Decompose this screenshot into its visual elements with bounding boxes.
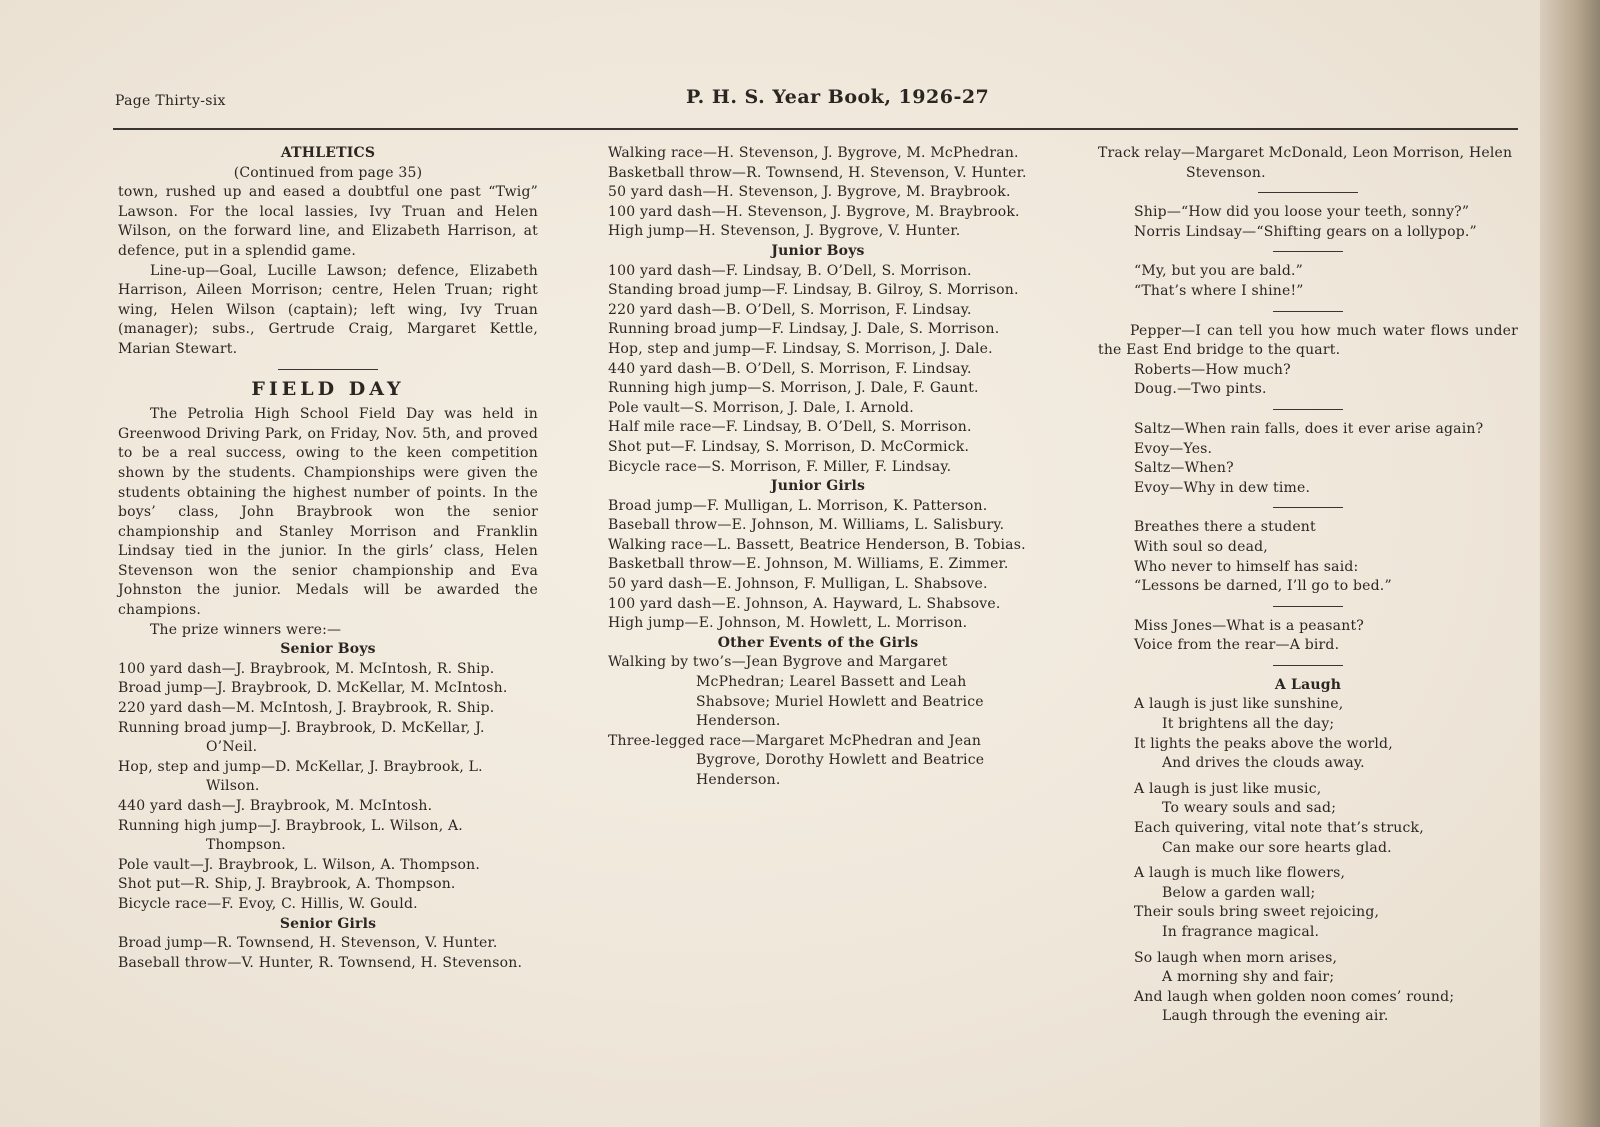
poem-line: Their souls bring sweet rejoicing,	[1134, 904, 1380, 921]
joke-peasant	[1098, 617, 1518, 656]
verse-line: “Lessons be darned, I’ll go to bed.”	[1134, 578, 1392, 595]
result-item: Broad jump—R. Townsend, H. Stevenson, V. Hunter.	[118, 935, 498, 952]
junior-boys-heading: Junior Boys	[771, 242, 865, 259]
poem-line: A morning shy and fair;	[1162, 969, 1335, 986]
joke-line: Norris Lindsay—“Shifting gears on a lollypop.”	[1134, 223, 1477, 240]
result-item: 440 yard dash—J. Braybrook, M. McIntosh.	[118, 798, 433, 814]
joke-line: Evoy—Why in dew time.	[1134, 479, 1311, 496]
joke-dew	[1098, 420, 1518, 498]
poem-line: Below a garden wall;	[1162, 884, 1316, 901]
joke-line: Evoy—Yes.	[1134, 440, 1213, 457]
poem-line: Each quivering, vital note that’s struck,	[1134, 820, 1424, 837]
result-item: Pole vault—J. Braybrook, L. Wilson, A. Thompson.	[118, 856, 480, 873]
poem-line: To weary souls and sad;	[1162, 800, 1337, 817]
result-item: Bicycle race—F. Evoy, C. Hillis, W. Gould.	[118, 895, 418, 912]
senior-boys-heading: Senior Boys	[280, 641, 376, 658]
divider	[1273, 665, 1343, 666]
poem-line: A laugh is just like sunshine,	[1134, 696, 1344, 713]
joke-teeth	[1098, 203, 1518, 242]
result-item: Pole vault—S. Morrison, J. Dale, I. Arnold.	[608, 399, 914, 416]
joke-line: Miss Jones—What is a peasant?	[1134, 617, 1364, 634]
verse-student	[1098, 518, 1518, 596]
junior-girls-heading: Junior Girls	[770, 478, 866, 495]
result-item: Baseball throw—E. Johnson, M. Williams, L. Salisbury.	[608, 517, 1005, 534]
senior-boys-list	[118, 660, 538, 915]
result-item: Shot put—R. Ship, J. Braybrook, A. Thompson.	[118, 876, 456, 893]
result-item: Standing broad jump—F. Lindsay, B. Gilroy, S. Morrison.	[608, 282, 1019, 299]
poem-line: And laugh when golden noon comes’ round;	[1134, 988, 1455, 1005]
verse-line: Who never to himself has said:	[1134, 558, 1359, 575]
poem-line: Can make our sore hearts glad.	[1162, 839, 1392, 856]
track-relay-result: Track relay—Margaret McDonald, Leon Morrison, Helen Stevenson.	[1098, 145, 1513, 181]
other-events-list	[608, 653, 1028, 790]
poem-line: And drives the clouds away.	[1162, 755, 1365, 772]
senior-girls-list	[118, 934, 538, 973]
result-item: Basketball throw—R. Townsend, H. Stevenson, V. Hunter.	[608, 164, 1027, 181]
column-2	[608, 144, 1028, 791]
result-item: 100 yard dash—H. Stevenson, J. Bygrove, M. Braybrook.	[608, 203, 1020, 220]
result-item: Three-legged race—Margaret McPhedran and Jean Bygrove, Dorothy Howlett and Beatrice Henderson.	[608, 732, 985, 788]
prize-intro: The prize winners were:—	[150, 621, 342, 638]
joke-line: Ship—“How did you loose your teeth, sonny?”	[1134, 204, 1470, 221]
poem-stanza	[1098, 780, 1518, 858]
joke-bridge	[1098, 361, 1518, 400]
divider	[1273, 507, 1343, 508]
joke-bald	[1098, 262, 1518, 301]
athletics-heading: ATHLETICS	[280, 145, 376, 161]
result-item: Broad jump—J. Braybrook, D. McKellar, M. McIntosh.	[118, 680, 508, 697]
result-item: High jump—E. Johnson, M. Howlett, L. Morrison.	[608, 615, 968, 632]
result-item: Hop, step and jump—F. Lindsay, S. Morrison, J. Dale.	[608, 340, 993, 357]
result-item: 100 yard dash—J. Braybrook, M. McIntosh, R. Ship.	[118, 660, 495, 677]
result-item: Bicycle race—S. Morrison, F. Miller, F. Lindsay.	[608, 458, 952, 475]
poem-line: A laugh is just like music,	[1134, 780, 1322, 797]
result-item: 440 yard dash—B. O’Dell, S. Morrison, F. Lindsay.	[608, 360, 972, 377]
result-item: 100 yard dash—E. Johnson, A. Hayward, L. Shabsove.	[608, 595, 1001, 612]
result-item: Walking by two’s—Jean Bygrove and Margaret McPhedran; Learel Bassett and Leah Shabsove; Muriel Howlett and Beatrice Henderson.	[608, 654, 984, 730]
senior-girls-heading: Senior Girls	[279, 915, 377, 932]
result-item: Running high jump—S. Morrison, J. Dale, F. Gaunt.	[608, 380, 979, 397]
poem-line: So laugh when morn arises,	[1134, 949, 1338, 966]
result-item: Hop, step and jump—D. McKellar, J. Braybrook, L. Wilson.	[118, 758, 483, 795]
senior-girls-list-cont	[608, 144, 1028, 242]
joke-line: Saltz—When?	[1134, 460, 1234, 477]
divider	[1273, 409, 1343, 410]
field-day-paragraph: The Petrolia High School Field Day was held in Greenwood Driving Park, on Friday, Nov. 5th, and proved to be a real success, owing to the keen competition shown by the students. Championships were given the students obtaining the highest number of points. In the boys’ class, John Braybrook won the senior championship and Stanley Morrison and Franklin Lindsay tied in the junior. In the girls’ class, Helen Stevenson won the senior championship and Eva Johnston the junior. Medals will be awarded the champions.	[118, 406, 538, 619]
poem-a-laugh	[1098, 695, 1518, 1027]
divider	[1258, 192, 1358, 193]
result-item: Broad jump—F. Mulligan, L. Morrison, K. Patterson.	[608, 497, 988, 514]
junior-boys-list	[608, 262, 1028, 478]
verse-line: Breathes there a student	[1134, 519, 1316, 536]
joke-line: Voice from the rear—A bird.	[1134, 637, 1340, 654]
junior-girls-list	[608, 497, 1028, 634]
poem-stanza	[1098, 695, 1518, 773]
verse-line: With soul so dead,	[1134, 538, 1268, 555]
result-item: Walking race—H. Stevenson, J. Bygrove, M. McPhedran.	[608, 145, 1019, 161]
poem-line: It brightens all the day;	[1162, 716, 1335, 733]
joke-line: Roberts—How much?	[1134, 361, 1291, 378]
result-item: 220 yard dash—B. O’Dell, S. Morrison, F. Lindsay.	[608, 301, 972, 318]
other-events-heading: Other Events of the Girls	[717, 634, 919, 651]
result-item: Walking race—L. Bassett, Beatrice Henderson, B. Tobias.	[608, 536, 1026, 553]
result-item: Shot put—F. Lindsay, S. Morrison, D. McCormick.	[608, 438, 970, 455]
poem-title: A Laugh	[1274, 676, 1342, 693]
poem-line: In fragrance magical.	[1162, 924, 1320, 940]
lineup-paragraph: Line-up—Goal, Lucille Lawson; defence, Elizabeth Harrison, Aileen Morrison; centre, Helen Truan; right wing, Helen Wilson (captain); left wing, Ivy Truan (manager); subs., Gertrude Craig, Margaret Kettle, Marian Stewart.	[118, 262, 538, 357]
poem-line: It lights the peaks above the world,	[1134, 735, 1393, 752]
joke-line: “My, but you are bald.”	[1134, 263, 1304, 280]
page-number: Page Thirty-six	[115, 93, 226, 109]
divider	[1273, 311, 1343, 312]
poem-stanza	[1098, 864, 1518, 942]
divider	[278, 369, 378, 370]
result-item: Basketball throw—E. Johnson, M. Williams, E. Zimmer.	[608, 556, 1009, 573]
result-item: Half mile race—F. Lindsay, B. O’Dell, S. Morrison.	[608, 419, 972, 436]
page-edge-shadow	[1540, 0, 1600, 1127]
column-3	[1098, 144, 1518, 1033]
continued-note: (Continued from page 35)	[233, 164, 423, 181]
result-item: 50 yard dash—E. Johnson, F. Mulligan, L. Shabsove.	[608, 576, 988, 593]
joke-line: “That’s where I shine!”	[1134, 282, 1304, 299]
athletics-paragraph: town, rushed up and eased a doubtful one past “Twig” Lawson. For the local lassies, Ivy Truan and Helen Wilson, on the forward line, and Elizabeth Harrison, at defence, put in a splendid game.	[118, 184, 538, 259]
page-title: P. H. S. Year Book, 1926-27	[686, 86, 990, 108]
result-item: Running high jump—J. Braybrook, L. Wilson, A. Thompson.	[118, 817, 463, 854]
divider	[1273, 251, 1343, 252]
result-item: 50 yard dash—H. Stevenson, J. Bygrove, M. Braybrook.	[608, 184, 1011, 201]
field-day-heading: FIELD DAY	[251, 377, 405, 400]
result-item: Baseball throw—V. Hunter, R. Townsend, H. Stevenson.	[118, 954, 523, 971]
joke-bridge-paragraph: Pepper—I can tell you how much water flows under the East End bridge to the quart.	[1098, 322, 1518, 359]
column-1	[118, 144, 538, 973]
result-item: High jump—H. Stevenson, J. Bygrove, V. Hunter.	[608, 223, 961, 240]
joke-line: Doug.—Two pints.	[1134, 381, 1267, 398]
divider	[1273, 606, 1343, 607]
joke-line: Saltz—When rain falls, does it ever arise again?	[1134, 420, 1484, 437]
header-rule	[113, 128, 1518, 130]
poem-stanza	[1098, 949, 1518, 1027]
result-item: Running broad jump—J. Braybrook, D. McKellar, J. O’Neil.	[118, 719, 485, 756]
result-item: Running broad jump—F. Lindsay, J. Dale, S. Morrison.	[608, 321, 1000, 338]
poem-line: A laugh is much like flowers,	[1134, 865, 1346, 882]
poem-line: Laugh through the evening air.	[1162, 1008, 1389, 1025]
result-item: 100 yard dash—F. Lindsay, B. O’Dell, S. Morrison.	[608, 262, 972, 279]
result-item: 220 yard dash—M. McIntosh, J. Braybrook, R. Ship.	[118, 700, 495, 717]
